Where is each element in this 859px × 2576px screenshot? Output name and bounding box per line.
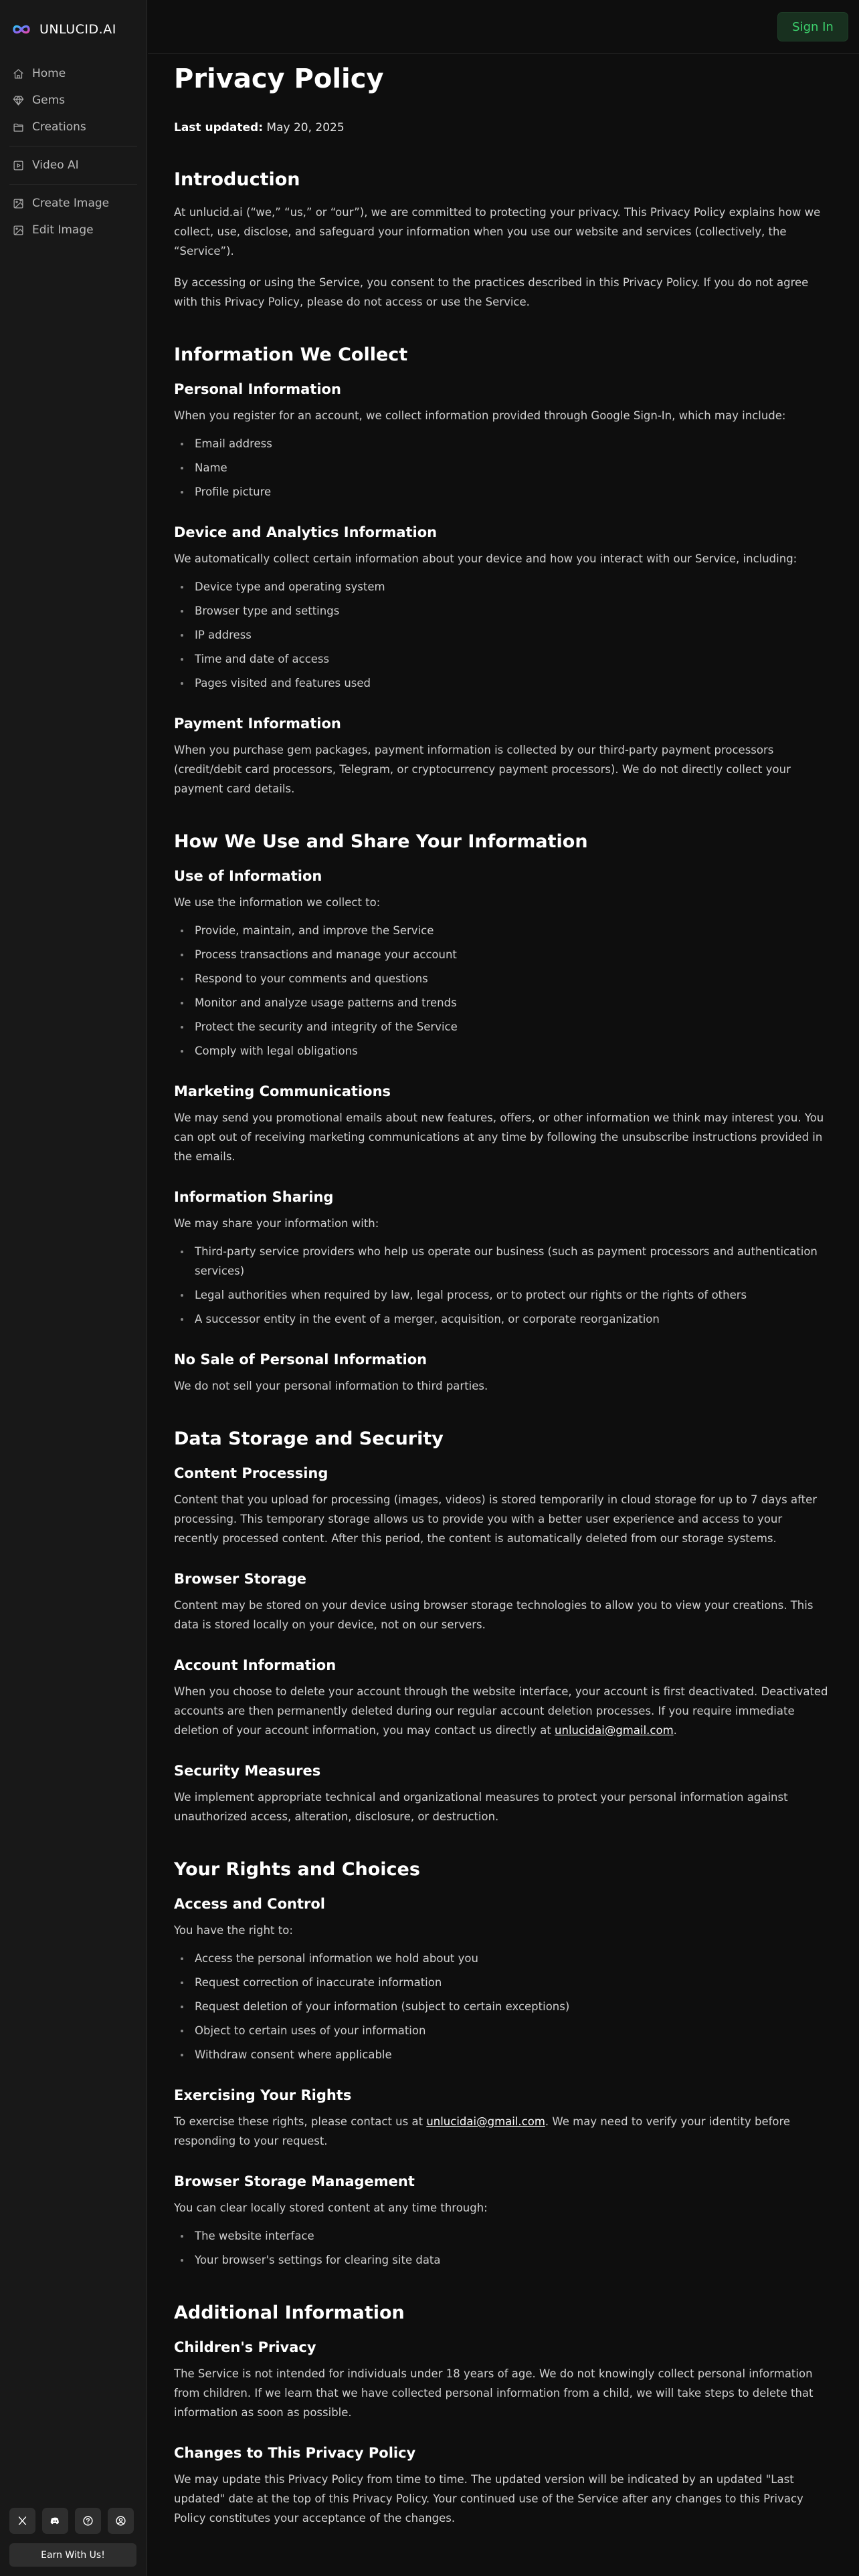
subsection-heading: Browser Storage Management [174,2173,415,2189]
discord-icon [50,2515,61,2527]
paragraph: When you register for an account, we collect information provided through Google Sign-In, which may include: [174,409,786,422]
list-item: Legal authorities when required by law, legal process, or to protect our rights or the rights of others [179,1285,830,1305]
home-icon [13,68,24,80]
paragraph: We may update this Privacy Policy from time to time. The updated version will be indicated by an updated "Last updated" date at the top of this Privacy Policy. Your continued use of the Service after any changes to this Privacy Policy constitutes your acceptance of the changes. [174,2473,803,2525]
paragraph: When you purchase gem packages, payment information is collected by our third-party payment processors (credit/debit card processors, Telegram, or cryptocurrency payment processors). We do not directly collect your payment card details. [174,744,791,795]
text: To exercise these rights, please contact us at [174,2115,427,2128]
paragraph: At unlucid.ai (“we,” “us,” or “our”), we are committed to protecting your privacy. This Privacy Policy explains how we collect, use, disclose, and safeguard your information when you use our website and services (collectively, the “Service”). [174,206,821,257]
edit-image-icon [13,225,24,236]
sidebar-item-create-image[interactable] [0,190,147,217]
subsection-heading: Children's Privacy [174,2339,316,2355]
gem-icon [13,95,24,106]
list-item: Browser type and settings [179,601,830,621]
list-item: Email address [179,434,830,453]
subsection-heading: Payment Information [174,716,341,732]
list-item: Object to certain uses of your information [179,2021,830,2040]
bullet-list [174,1949,830,2064]
email-link[interactable]: unlucidai@gmail.com [426,2115,545,2128]
paragraph: We automatically collect certain information about your device and how you interact with our Service, including: [174,552,797,565]
privacy-policy-content [174,62,830,2528]
subsection-heading: Marketing Communications [174,1083,391,1099]
subsection-heading: Changes to This Privacy Policy [174,2445,416,2461]
video-icon [13,160,24,171]
list-item: Your browser's settings for clearing site data [179,2250,830,2270]
bullet-list [174,921,830,1061]
subsection-heading: Exercising Your Rights [174,2087,352,2103]
list-item: Withdraw consent where applicable [179,2045,830,2064]
list-item: Comply with legal obligations [179,1041,830,1061]
bullet-list [174,1242,830,1329]
list-item: Third-party service providers who help us operate our business (such as payment processors and authentication services) [179,1242,830,1281]
last-updated-label: Last updated: [174,121,264,134]
subsection-heading: Use of Information [174,868,322,884]
text: When you choose to delete your account through the website interface, your account is first deactivated. Deactivated accounts are then permanently deleted during our regular account deletion processes. If you require immediate deletion of your account information, you may contact us directly at [174,1685,828,1737]
brand-name: UNLUCID.AI [39,22,116,37]
infinity-logo-icon [11,19,31,39]
list-item: Pages visited and features used [179,673,830,693]
page-title: Privacy Policy [174,64,384,94]
x-button[interactable] [9,2508,35,2534]
paragraph: We implement appropriate technical and organizational measures to protect your personal information against unauthorized access, alteration, disclosure, or destruction. [174,1791,788,1823]
list-item: Monitor and analyze usage patterns and trends [179,993,830,1012]
help-icon [82,2515,94,2527]
sidebar-item-label: Home [32,67,66,80]
sidebar-item-home[interactable] [0,60,147,87]
section-heading: Your Rights and Choices [174,1859,420,1880]
bullet-list [174,577,830,693]
paragraph: Content that you upload for processing (images, videos) is stored temporarily in cloud storage for up to 7 days after processing. This temporary storage allows us to provide you with a better user experience and access to your recently processed content. After this period, the content is automatically deleted from our storage systems. [174,1493,818,1545]
sidebar-item-creations[interactable] [0,114,147,140]
sidebar-item-edit-image[interactable] [0,217,147,243]
sidebar-nav [0,59,147,243]
bullet-list [174,2226,830,2270]
x-icon [17,2515,28,2527]
email-link[interactable]: unlucidai@gmail.com [555,1724,674,1737]
list-item: IP address [179,625,830,645]
sidebar-footer [9,2508,136,2567]
top-bar [148,0,859,53]
bullet-list [174,434,830,502]
sidebar-item-label: Create Image [32,197,110,210]
paragraph: We do not sell your personal information to third parties. [174,1380,488,1392]
list-item: Respond to your comments and questions [179,969,830,988]
subsection-heading: Device and Analytics Information [174,524,438,540]
subsection-heading: Browser Storage [174,1571,306,1587]
section-heading: How We Use and Share Your Information [174,831,588,852]
list-item: Name [179,458,830,477]
subsection-heading: Access and Control [174,1896,325,1912]
paragraph: We may share your information with: [174,1217,379,1230]
folder-icon [13,122,24,133]
section-heading: Data Storage and Security [174,1428,444,1449]
discord-button[interactable] [42,2508,68,2534]
last-updated [174,119,830,136]
subsection-heading: Content Processing [174,1465,328,1481]
paragraph: The Service is not intended for individuals under 18 years of age. We do not knowingly collect personal information from children. If we learn that we have collected personal information from a child, we will take steps to delete that information as soon as possible. [174,2367,814,2419]
sidebar-divider [9,184,137,185]
social-links [9,2508,136,2534]
paragraph: You can clear locally stored content at any time through: [174,2202,488,2214]
list-item: Device type and operating system [179,577,830,597]
section-heading: Introduction [174,169,300,190]
sidebar [0,0,147,2576]
sidebar-item-gems[interactable] [0,87,147,114]
list-item: Protect the security and integrity of the Service [179,1017,830,1037]
sidebar-item-label: Gems [32,94,66,107]
list-item: The website interface [179,2226,830,2246]
paragraph: We may send you promotional emails about new features, offers, or other information we think may interest you. You can opt out of receiving marketing communications at any time by following the unsubscribe instructions provided in the emails. [174,1111,824,1163]
paragraph [174,2112,830,2151]
list-item: Request correction of inaccurate information [179,1973,830,1992]
list-item: Request deletion of your information (subject to certain exceptions) [179,1997,830,2016]
account-icon [115,2515,126,2527]
list-item: Profile picture [179,482,830,502]
sidebar-item-label: Creations [32,120,86,134]
list-item: A successor entity in the event of a merger, acquisition, or corporate reorganization [179,1309,830,1329]
paragraph [174,1682,830,1740]
text: . [673,1724,677,1737]
brand[interactable] [0,0,147,59]
sidebar-item-label: Video AI [32,158,79,172]
text: . We may need to verify your identity before responding to your request. [174,2115,791,2147]
paragraph: We use the information we collect to: [174,896,381,909]
sign-in-button[interactable]: Sign In [777,12,848,41]
earn-with-us-button[interactable]: Earn With Us! [9,2543,136,2567]
list-item: Process transactions and manage your account [179,945,830,964]
subsection-heading: Personal Information [174,381,341,397]
last-updated-date: May 20, 2025 [266,121,345,134]
subsection-heading: No Sale of Personal Information [174,1352,427,1368]
list-item: Time and date of access [179,649,830,669]
create-image-icon [13,198,24,209]
list-item: Provide, maintain, and improve the Service [179,921,830,940]
paragraph: You have the right to: [174,1924,293,1937]
subsection-heading: Information Sharing [174,1189,334,1205]
help-button[interactable] [75,2508,101,2534]
sidebar-item-video-ai[interactable] [0,152,147,179]
subsection-heading: Account Information [174,1657,337,1673]
section-heading: Additional Information [174,2302,405,2323]
section-heading: Information We Collect [174,344,408,365]
subsection-heading: Security Measures [174,1763,321,1779]
sidebar-item-label: Edit Image [32,223,94,237]
paragraph: Content may be stored on your device using browser storage technologies to allow you to view your creations. This data is stored locally on your device, not on our servers. [174,1599,814,1631]
account-button[interactable] [108,2508,134,2534]
list-item: Access the personal information we hold about you [179,1949,830,1968]
paragraph: By accessing or using the Service, you consent to the practices described in this Privacy Policy. If you do not agree with this Privacy Policy, please do not access or use the Service. [174,276,809,308]
